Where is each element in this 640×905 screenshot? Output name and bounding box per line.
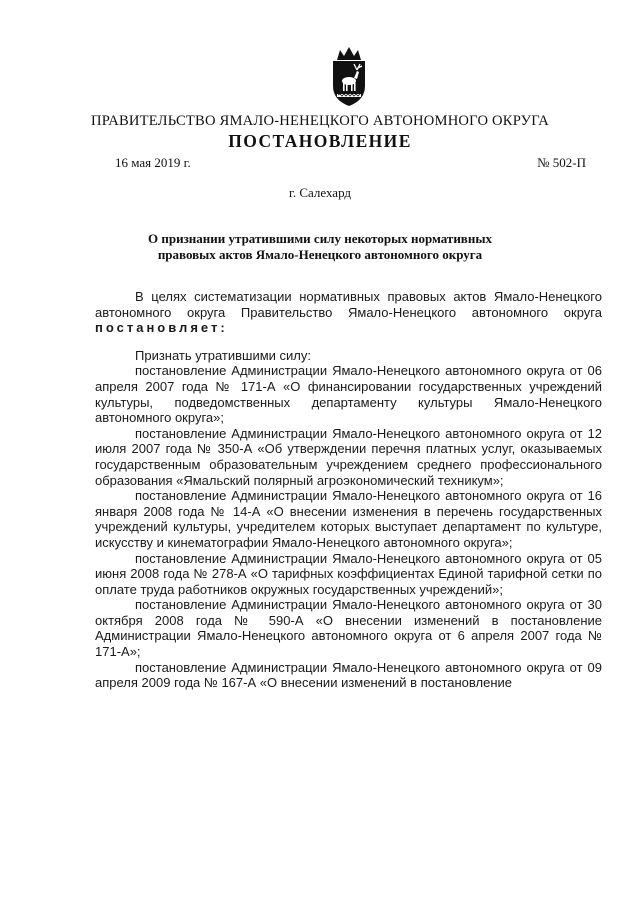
government-name: ПРАВИТЕЛЬСТВО ЯМАЛО-НЕНЕЦКОГО АВТОНОМНОГО ОКРУГА [91,113,549,129]
document-type-title: ПОСТАНОВЛЕНИЕ [228,131,412,151]
coat-of-arms-emblem [324,46,374,108]
list-item: постановление Администрации Ямало-Ненецкого автономного округа от 05 июня 2008 года № 278-А «О тарифных коэффициентах Единой тарифной сетки по оплате труда работников окружных государственных учреждений»; [95,550,602,597]
list-item: постановление Администрации Ямало-Ненецкого автономного округа от 06 апреля 2007 года № 171-А «О финансировании государственных учреждений культуры, подведомственных департаменту культуры Ямало-Ненецкого автономного округа»; [95,363,602,426]
city: г. Салехард [288,185,352,200]
document-number: № 502-П [537,155,586,170]
intro-paragraph: Признать утратившими силу: [135,347,311,363]
list-item: постановление Администрации Ямало-Ненецкого автономного округа от 12 июля 2007 года № 350-А «Об утверждении перечня платных услуг, оказываемых государственным образовательным учреждением среднего профессионального образования «Ямальский полярный агроэкономический техникум»; [95,425,602,488]
decree-word: постановляет: [95,320,228,336]
document-date: 16 мая 2019 г. [115,155,191,170]
document-body [95,289,602,691]
list-item: постановление Администрации Ямало-Ненецкого автономного округа от 09 апреля 2009 года № 167-А «О внесении изменений в постановление [95,659,602,691]
document-subject: О признании утратившими силу некоторых нормативных правовых актов Ямало-Ненецкого автономного округа [148,231,492,262]
preamble-text: В целях систематизации нормативных правовых актов Ямало-Ненецкого автономного округа Правительство Ямало-Ненецкого автономного округа [95,289,602,320]
preamble-paragraph [95,289,602,336]
list-item: постановление Администрации Ямало-Ненецкого автономного округа от 30 октября 2008 года № 590-А «О внесении изменений в постановление Администрации Ямало-Ненецкого автономного округа от 6 апреля 2007 года № 171-А»; [95,597,602,660]
list-item: постановление Администрации Ямало-Ненецкого автономного округа от 16 января 2008 года № 14-А «О внесении изменения в перечень государственных учреждений культуры, учредителем которых выступает департамент по культуре, искусству и кинематографии Ямало-Ненецкого автономного округа»; [95,488,602,550]
